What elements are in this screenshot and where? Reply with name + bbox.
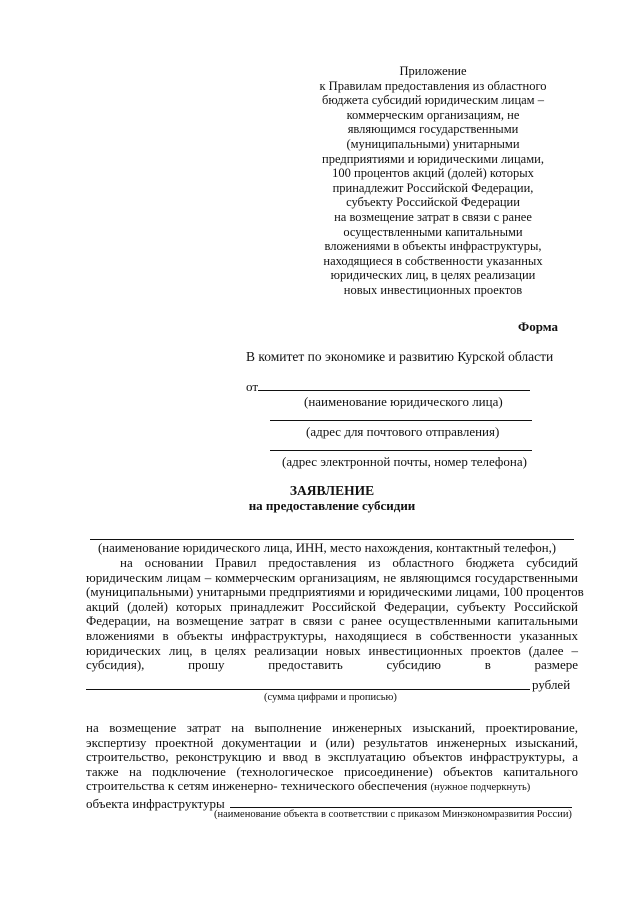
form-label: Форма [518,319,558,334]
legal-name-field[interactable] [258,379,530,391]
appendix-line: бюджета субсидий юридическим лицам – [322,93,544,108]
paragraph-line: на возмещение затрат на выполнение инженерных изысканий, проектирование, [86,720,578,735]
appendix-line: принадлежит Российской Федерации, [332,180,534,195]
paragraph-line: юридическим лицам – коммерческим организациям, не являющимся государственными [86,569,578,585]
email-phone-field[interactable] [270,450,532,451]
object-name-field[interactable] [230,807,572,808]
paragraph-line: на основании Правил предоставления из областного бюджета субсидий [120,555,578,570]
paragraph-line: строительство, реконструкцию и ввод в эксплуатацию объектов инфраструктуры, а [86,749,578,765]
sum-field[interactable] [86,689,530,690]
appendix-line: юридических лиц, в целях реализации [330,268,536,283]
object-name-caption: (наименование объекта в соответствии с приказом Минэкономразвития России) [214,809,572,820]
from-row [246,379,530,395]
appendix-line: предприятиями и юридическими лицами, [322,151,544,166]
appendix-line: к Правилам предоставления из областного [319,78,547,93]
paragraph-line: (муниципальными) унитарными предприятиями и юридическими лицами, 100 процентов [86,584,584,600]
appendix-line: вложениями в объекты инфраструктуры, [324,239,542,254]
appendix-line: 100 процентов акций (долей) которых [332,166,534,181]
paragraph-line: вложениями в объекты инфраструктуры, находящиеся в собственности указанных [86,627,578,643]
appendix-line: на возмещение затрат в связи с ранее [334,209,532,224]
document-subtitle: на предоставление субсидии [248,498,416,513]
addressee: В комитет по экономике и развитию Курской области [246,349,554,364]
paragraph-line [86,779,578,796]
paragraph-line: также на подключение (технологическое присоединение) объектов капитального [86,763,578,779]
paragraph-line: субсидия), прошу предоставить субсидию в размере [86,657,578,673]
postal-address-field[interactable] [270,420,532,421]
email-phone-caption: (адрес электронной почты, номер телефона) [282,454,527,469]
paragraph-line: акций (долей) которых принадлежит Российской Федерации, субъекту Российской [86,598,578,614]
appendix-line: новых инвестиционных проектов [343,282,523,297]
from-prefix: от [246,379,259,394]
paragraph-purpose [86,721,578,796]
rubles-label: рублей [532,677,571,692]
appendix-header [298,64,568,298]
paragraph-basis [86,555,584,673]
postal-address-caption: (адрес для почтового отправления) [306,424,500,439]
paragraph-line: юридических лиц, в целях реализации новых инвестиционных проектов (далее – [86,642,578,658]
paragraph-line: Федерации, на возмещение затрат в связи с ранее осуществленными капитальными [86,613,578,629]
paragraph-line: экспертизу проектной документации и (или) результатов инженерных изысканий, [86,734,578,750]
appendix-line: являющимся государственными [347,122,519,137]
appendix-line: (муниципальными) унитарными [346,136,520,151]
appendix-line: коммерческим организациям, не [346,107,520,122]
applicant-details-caption: (наименование юридического лица, ИНН, место нахождения, контактный телефон,) [98,541,557,555]
appendix-line: осуществленными капитальными [343,224,523,239]
appendix-line: находящиеся в собственности указанных [323,253,543,268]
legal-name-caption: (наименование юридического лица) [304,394,503,409]
object-prefix: объекта инфраструктуры [86,796,225,811]
sum-caption: (сумма цифрами и прописью) [264,692,397,703]
appendix-line: Приложение [399,64,467,78]
paragraph-line-text: строительства к сетям инженерно- технического обеспечения [86,778,428,794]
appendix-line: субъекту Российской Федерации [346,195,520,210]
document-title: ЗАЯВЛЕНИЕ [289,483,375,498]
underline-note: (нужное подчеркнуть) [430,782,531,794]
applicant-details-field[interactable] [90,539,574,540]
